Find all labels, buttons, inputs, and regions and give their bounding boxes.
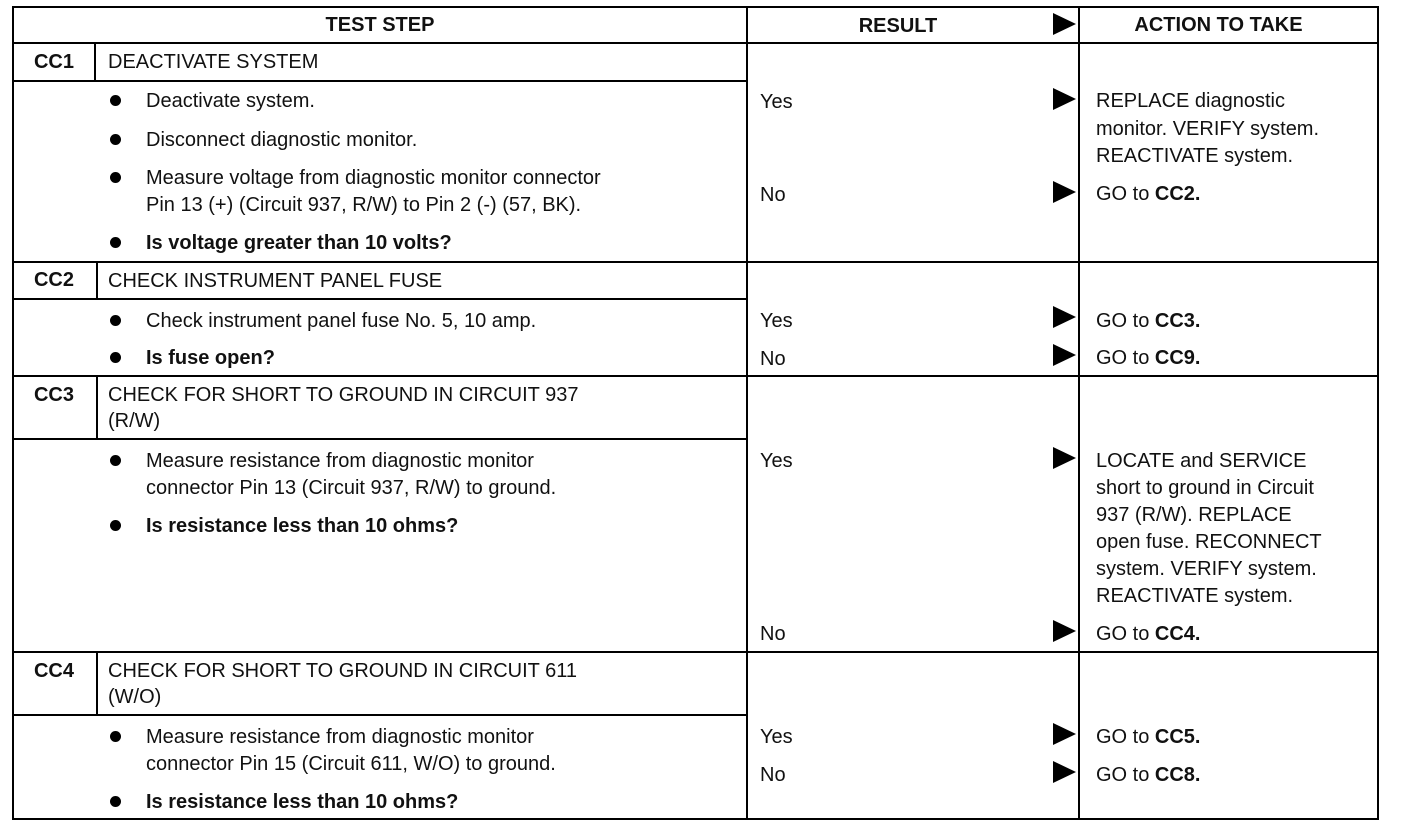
step-question: Is fuse open? — [146, 347, 275, 369]
arrow-icon — [1053, 344, 1076, 366]
step-divider — [12, 651, 1379, 653]
step-title: CHECK FOR SHORT TO GROUND IN CIRCUIT 937 — [108, 384, 579, 406]
step-instruction: Measure resistance from diagnostic monitor — [146, 726, 534, 748]
step-question: Is voltage greater than 10 volts? — [146, 232, 452, 254]
action-prefix: GO to — [1096, 183, 1155, 205]
step-title: (R/W) — [108, 410, 161, 432]
step-number-divider — [96, 262, 98, 299]
header-result: RESULT — [858, 15, 938, 37]
action-text: 937 (R/W). REPLACE — [1096, 504, 1292, 526]
arrow-icon — [1053, 181, 1076, 203]
header-test-step: TEST STEP — [325, 14, 435, 36]
bullet-icon — [110, 455, 121, 466]
action-step-link: CC2. — [1154, 183, 1201, 205]
action-text: open fuse. RECONNECT — [1096, 531, 1322, 553]
table-border-left — [12, 6, 14, 820]
action-prefix: GO to — [1096, 623, 1155, 645]
action-prefix: GO to — [1096, 310, 1155, 332]
step-number: CC2 — [33, 269, 74, 291]
step-instruction: connector Pin 15 (Circuit 611, W/O) to ground. — [146, 753, 556, 775]
bullet-icon — [110, 95, 121, 106]
action-text — [1096, 762, 1200, 789]
bullet-icon — [110, 315, 121, 326]
step-divider — [12, 375, 1379, 377]
action-text — [1096, 345, 1200, 372]
action-step-link: CC8. — [1154, 764, 1201, 786]
result-no: No — [760, 184, 786, 206]
step-title-divider — [12, 80, 747, 82]
step-question: Is resistance less than 10 ohms? — [146, 515, 459, 537]
bullet-icon — [110, 352, 121, 363]
arrow-icon — [1053, 620, 1076, 642]
action-step-link: CC5. — [1154, 726, 1201, 748]
step-title: (W/O) — [108, 686, 162, 708]
step-title-divider — [12, 298, 747, 300]
step-instruction: Deactivate system. — [146, 90, 315, 112]
action-text: system. VERIFY system. — [1096, 558, 1317, 580]
bullet-icon — [110, 731, 121, 742]
arrow-icon — [1053, 88, 1076, 110]
step-title-divider — [12, 438, 747, 440]
header-divider — [12, 42, 1379, 44]
action-step-link: CC4. — [1154, 623, 1201, 645]
step-title: CHECK INSTRUMENT PANEL FUSE — [108, 270, 443, 292]
header-action: ACTION TO TAKE — [1134, 14, 1303, 36]
bullet-icon — [110, 237, 121, 248]
step-instruction: Pin 13 (+) (Circuit 937, R/W) to Pin 2 (-) (57, BK). — [146, 194, 582, 216]
step-divider — [12, 261, 1379, 263]
result-yes: Yes — [760, 450, 793, 472]
step-instruction: connector Pin 13 (Circuit 937, R/W) to ground. — [146, 477, 557, 499]
step-title-divider — [12, 714, 747, 716]
table-border-right — [1377, 6, 1379, 820]
step-number: CC4 — [33, 660, 74, 682]
step-instruction: Measure resistance from diagnostic monitor — [146, 450, 534, 472]
action-text: LOCATE and SERVICE — [1096, 450, 1307, 472]
column-divider-action — [1078, 6, 1080, 820]
action-prefix: GO to — [1096, 347, 1155, 369]
table-border-bottom — [12, 818, 1379, 820]
step-number: CC1 — [33, 51, 74, 73]
action-text: REACTIVATE system. — [1096, 585, 1294, 607]
action-step-link: CC3. — [1154, 310, 1201, 332]
arrow-icon — [1053, 306, 1076, 328]
result-no: No — [760, 348, 786, 370]
action-text: REACTIVATE system. — [1096, 145, 1294, 167]
step-number-divider — [96, 652, 98, 715]
bullet-icon — [110, 172, 121, 183]
step-title: DEACTIVATE SYSTEM — [108, 51, 319, 73]
bullet-icon — [110, 520, 121, 531]
action-text — [1096, 181, 1200, 208]
step-number-divider — [96, 376, 98, 439]
result-no: No — [760, 764, 786, 786]
action-text — [1096, 724, 1200, 751]
step-instruction: Measure voltage from diagnostic monitor connector — [146, 167, 601, 189]
result-yes: Yes — [760, 91, 793, 113]
bullet-icon — [110, 796, 121, 807]
action-text — [1096, 308, 1200, 335]
step-instruction: Disconnect diagnostic monitor. — [146, 129, 418, 151]
step-number-divider — [94, 43, 96, 81]
arrow-icon — [1053, 761, 1076, 783]
step-number: CC3 — [33, 384, 74, 406]
step-instruction: Check instrument panel fuse No. 5, 10 amp. — [146, 310, 537, 332]
header-arrow-icon — [1053, 13, 1076, 35]
action-text: REPLACE diagnostic — [1096, 90, 1285, 112]
action-text — [1096, 621, 1200, 648]
arrow-icon — [1053, 447, 1076, 469]
column-divider-result — [746, 6, 748, 820]
step-title: CHECK FOR SHORT TO GROUND IN CIRCUIT 611 — [108, 660, 577, 682]
action-prefix: GO to — [1096, 726, 1155, 748]
action-text: short to ground in Circuit — [1096, 477, 1314, 499]
action-prefix: GO to — [1096, 764, 1155, 786]
result-yes: Yes — [760, 726, 793, 748]
result-yes: Yes — [760, 310, 793, 332]
bullet-icon — [110, 134, 121, 145]
action-step-link: CC9. — [1154, 347, 1201, 369]
action-text: monitor. VERIFY system. — [1096, 118, 1320, 140]
table-border-top — [12, 6, 1379, 8]
step-question: Is resistance less than 10 ohms? — [146, 791, 459, 813]
arrow-icon — [1053, 723, 1076, 745]
result-no: No — [760, 623, 786, 645]
